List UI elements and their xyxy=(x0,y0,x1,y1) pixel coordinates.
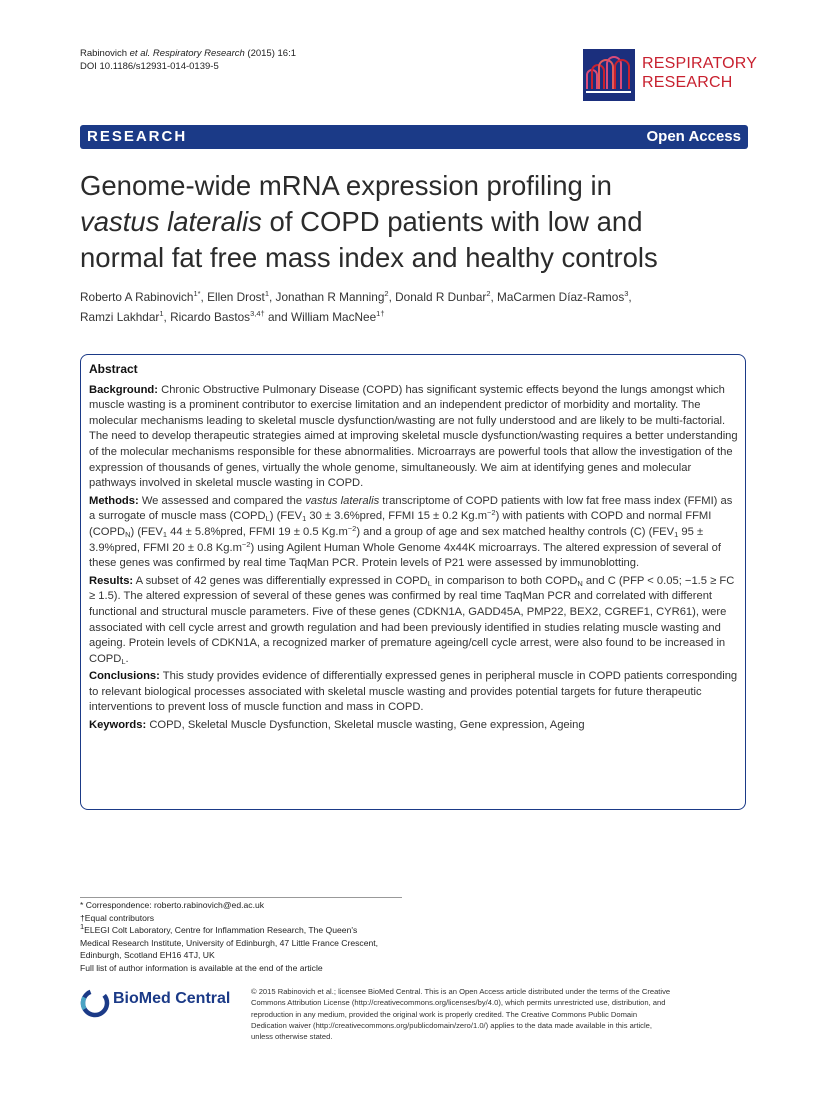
respiratory-research-logo-icon xyxy=(583,49,635,101)
section-label: RESEARCH xyxy=(87,128,188,145)
citation-header xyxy=(80,47,296,73)
author: Ellen Drost xyxy=(207,290,265,304)
article-title: Genome-wide mRNA expression profiling in vastus lateralis of COPD patients with low and normal fat free mass index and healthy controls xyxy=(80,170,658,273)
abstract-keywords: Keywords: COPD, Skeletal Muscle Dysfunction, Skeletal muscle wasting, Gene expression, Ageing xyxy=(89,719,585,732)
journal-logo xyxy=(583,49,758,101)
copyright-notice: © 2015 Rabinovich et al.; licensee BioMed Central. This is an Open Access article distributed under the terms of the Creative Commons Attribution License (http://creativecommons.org/licenses/by/4.0), which permits unrestricted use, distribution, and reproduction in any medium, provided the original work is properly credited. The Creative Commons Public Domain Dedication waiver (http://creativecommons.org/publicdomain/zero/1.0/) applies to the data made available in this article, unless otherwise stated. xyxy=(251,987,671,1042)
open-access-label: Open Access xyxy=(646,128,741,145)
footnote-divider xyxy=(80,897,402,898)
author: MaCarmen Díaz-Ramos xyxy=(497,290,625,304)
publisher-logo xyxy=(80,988,240,1018)
publisher-name: BioMed Central xyxy=(113,990,231,1007)
abstract-background: Background: Chronic Obstructive Pulmonary Disease (COPD) has significant systemic effects beyond the lungs amongst which muscle wasting is a prominent contributor to exercise limitation and an independent predictor of morbidity and mortality. The molecular mechanisms leading to skeletal muscle dysfunction/wasting are not fully understood and are likely to be multi-factorial. The need to develop therapeutic strategies aimed at improving skeletal muscle dysfunction/wasting requires a better understanding of the molecular mechanisms responsible for these abnormalities. Microarrays are powerful tools that allow the investigation of the expression of thousands of genes, virtually the whole genome, simultaneously. We aim at identifying genes and molecular pathways involved in skeletal muscle wasting in COPD. xyxy=(89,383,738,490)
journal-logo-text: RESPIRATORY RESEARCH xyxy=(642,55,758,91)
author: Donald R Dunbar xyxy=(395,290,487,304)
author: Ramzi Lakhdar xyxy=(80,310,160,324)
citation-line: Rabinovich et al. Respiratory Research (2015) 16:1 xyxy=(80,48,296,59)
footnotes: * Correspondence: roberto.rabinovich@ed.ac.uk †Equal contributors 1ELEGI Colt Laboratory, Centre for Inflammation Research, The Queen's Medical Research Institute, University of Edinburgh, 47 Little France Crescent, Edinburgh, Scotland EH16 4TJ, UK Full list of author information is available at the end of the article xyxy=(80,900,379,973)
author: William MacNee xyxy=(290,310,377,324)
equal-contributors: †Equal contributors xyxy=(80,912,155,923)
author: Roberto A Rabinovich xyxy=(80,290,194,304)
correspondence: * Correspondence: roberto.rabinovich@ed.ac.uk xyxy=(80,900,265,910)
abstract-conclusions: Conclusions: This study provides evidence of differentially expressed genes in peripheral muscle in COPD patients corresponding to relevant biological processes associated with skeletal muscle wasting and provides potential targets for future therapeutic interventions to prevent loss of muscle function and mass in COPD. xyxy=(89,670,738,714)
author-list: Roberto A Rabinovich$^{1*}$, Ellen Drost$^1$, Jonathan R Manning$^2$, Donald R Dunbar$^2$, MaCarmen Díaz-Ramos$^3$, Ramzi Lakhdar$^1$, Ricardo Bastos$^{3,4\dagger}$ and William MacNee$^{1\dagger}$ xyxy=(80,289,632,324)
affiliation: 1ELEGI Colt Laboratory, Centre for Inflammation Research, The Queen's xyxy=(80,922,358,936)
author: Ricardo Bastos xyxy=(170,310,251,324)
section-bar xyxy=(80,125,748,149)
author: Jonathan R Manning xyxy=(275,290,385,304)
abstract-heading: Abstract xyxy=(89,362,138,376)
abstract-box xyxy=(80,354,746,810)
biomed-central-logo-icon xyxy=(80,988,110,1018)
abstract-results: Results: A subset of 42 genes was differentially expressed in $COPD_L$ in comparison to both $COPD_N$ and C (PFP < 0.05; −1.5 ≥ FC ≥ 1.5). The altered expression of several of these genes was confirmed by real time TaqMan PCR and correlated with different functional and structural muscle parameters. Five of these genes (CDKN1A, GADD45A, PMP22, BEX2, CGREF1, CYR61), were associated with cell cycle arrest and growth regulation and had been previously identified in studies relating muscle wasting and ageing. Protein levels of CDKN1A, a recognized marker of premature ageing/cell cycle arrest, were also found to be increased in $COPD_L$. xyxy=(89,574,735,666)
author-info-note: Full list of author information is available at the end of the article xyxy=(80,962,323,973)
doi-line: DOI 10.1186/s12931-014-0139-5 xyxy=(80,61,219,72)
abstract-methods: Methods: We assessed and compared the vastus lateralis transcriptome of COPD patients with low fat free mass index (FFMI) as a surrogate of muscle mass $(COPD_L)$ ($FEV_1$ 30 ± 3.6%pred, FFMI 15 ± 0.2 $Kg.m^{-2}$) with patients with COPD and normal FFMI $(COPD_N)$ ($FEV_1$ 44 ± 5.8%pred, FFMI 19 ± 0.5 $Kg.m^{-2}$) and a group of age and sex matched healthy controls (C) ($FEV_1$ 95 ± 3.9%pred, FFMI 20 ± 0.8 $Kg.m^{-2}$) using Agilent Human Whole Genome 4x44K microarrays. The altered expression of several of these genes was confirmed by real time TaqMan PCR. Protein levels of P21 were assessed by immunoblotting. xyxy=(89,494,733,570)
